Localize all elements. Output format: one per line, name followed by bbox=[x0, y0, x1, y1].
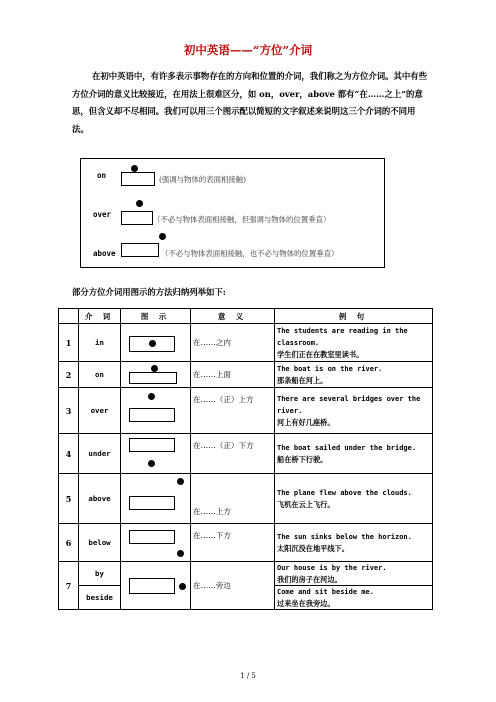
row-figure bbox=[121, 434, 191, 474]
example-zh: 飞机在云上飞行。 bbox=[277, 500, 335, 509]
table-row bbox=[59, 524, 433, 562]
box-icon bbox=[129, 496, 175, 510]
ball-icon bbox=[149, 340, 156, 347]
row-meaning: 在……旁边 bbox=[191, 562, 275, 610]
header-figure: 图 示 bbox=[121, 309, 191, 324]
table-row bbox=[59, 388, 433, 434]
diagram-over-note: （不必与物体表面相接触，但强调与物体的位置垂直） bbox=[153, 215, 331, 224]
example-en: The boat sailed under the bridge. bbox=[277, 444, 417, 452]
preposition-table bbox=[58, 308, 433, 610]
row-preposition: below bbox=[79, 524, 121, 562]
example-en: The sun sinks below the horizon. bbox=[277, 533, 412, 541]
table-row bbox=[59, 324, 433, 362]
ball-icon bbox=[131, 165, 138, 172]
box-icon bbox=[129, 530, 175, 544]
row-number: 1 bbox=[59, 324, 79, 362]
row-example bbox=[275, 324, 433, 362]
example-zh: 那条船在河上。 bbox=[277, 376, 328, 385]
row-number: 3 bbox=[59, 388, 79, 434]
example-zh: 太阳沉没在地平线下。 bbox=[277, 544, 349, 553]
example-zh: 船在桥下行驶。 bbox=[277, 455, 328, 464]
ball-icon bbox=[136, 200, 143, 207]
row-figure bbox=[121, 388, 191, 434]
header-blank bbox=[59, 309, 79, 324]
example-zh: 河上有好几座桥。 bbox=[277, 418, 335, 427]
preposition-diagram bbox=[80, 158, 385, 268]
ball-icon bbox=[177, 550, 184, 557]
table-header-row bbox=[59, 309, 433, 324]
header-meaning: 意 义 bbox=[191, 309, 275, 324]
page-number: 1 / 5 bbox=[240, 672, 256, 680]
row-figure bbox=[121, 474, 191, 524]
box-icon bbox=[129, 438, 175, 452]
row-example bbox=[275, 586, 433, 610]
ball-icon bbox=[151, 365, 158, 372]
ball-icon bbox=[148, 460, 155, 467]
row-example bbox=[275, 524, 433, 562]
box-icon bbox=[129, 578, 175, 594]
box-icon bbox=[129, 372, 177, 384]
row-meaning: 在……下方 bbox=[191, 524, 275, 562]
table-row bbox=[59, 562, 433, 586]
row-number: 4 bbox=[59, 434, 79, 474]
header-example: 例 句 bbox=[275, 309, 433, 324]
row-meaning: 在……之内 bbox=[191, 324, 275, 362]
box-icon bbox=[121, 243, 159, 257]
table-row bbox=[59, 474, 433, 524]
row-meaning: 在……（正）上方 bbox=[191, 388, 275, 434]
row-preposition: above bbox=[79, 474, 121, 524]
row-preposition: over bbox=[79, 388, 121, 434]
table-intro: 部分方位介词用图示的方法归纳列举如下: bbox=[72, 287, 226, 297]
row-preposition: in bbox=[79, 324, 121, 362]
example-en: The plane flew above the clouds. bbox=[277, 489, 412, 497]
row-figure bbox=[121, 524, 191, 562]
header-preposition: 介 词 bbox=[79, 309, 121, 324]
row-meaning: 在……上面 bbox=[191, 362, 275, 388]
example-en: Come and sit beside me. bbox=[277, 588, 374, 596]
row-number: 5 bbox=[59, 474, 79, 524]
row-example bbox=[275, 362, 433, 388]
row-example bbox=[275, 388, 433, 434]
row-meaning: 在……（正）下方 bbox=[191, 434, 275, 474]
row-number: 6 bbox=[59, 524, 79, 562]
example-en: There are several bridges over the river. bbox=[277, 395, 421, 415]
example-zh: 我们的房子在河边。 bbox=[277, 575, 342, 584]
diagram-above-label: above bbox=[93, 249, 116, 258]
ball-icon bbox=[159, 233, 166, 240]
example-en: Our house is by the river. bbox=[277, 564, 387, 572]
row-example bbox=[275, 562, 433, 586]
example-zh: 过来坐在我旁边。 bbox=[277, 599, 335, 608]
example-en: The students are reading in the classroom. bbox=[277, 327, 408, 347]
page-title: 初中英语——“方位”介词 bbox=[183, 43, 313, 57]
diagram-on-label: on bbox=[97, 171, 107, 180]
table-row bbox=[59, 434, 433, 474]
diagram-over-label: over bbox=[93, 210, 112, 219]
row-figure bbox=[121, 324, 191, 362]
ball-icon bbox=[177, 478, 184, 485]
box-icon bbox=[129, 408, 175, 422]
row-preposition-by: by bbox=[79, 562, 121, 586]
row-preposition: under bbox=[79, 434, 121, 474]
ball-icon bbox=[179, 583, 186, 590]
row-example bbox=[275, 434, 433, 474]
ball-icon bbox=[148, 393, 155, 400]
row-preposition: on bbox=[79, 362, 121, 388]
intro-paragraph: 在初中英语中，有许多表示事物存在的方向和位置的介词，我们称之为方位介词。其中有些方位介词的意义比较接近，在用法上很难区分，如 on，over，above 都有“在……之上”的意思，但含义却不尽相同。我们可以用三个图示配以简短的文字叙述来说明这三个介词的不同用法。 bbox=[72, 71, 427, 134]
row-meaning: 在……上方 bbox=[191, 474, 275, 524]
table-row bbox=[59, 362, 433, 388]
row-example bbox=[275, 474, 433, 524]
row-figure bbox=[121, 362, 191, 388]
diagram-above-note: （不必与物体表面相接触，也不必与物体的位置垂直） bbox=[161, 249, 339, 258]
row-number: 7 bbox=[59, 562, 79, 610]
example-en: The boat is on the river. bbox=[277, 365, 383, 373]
row-figure bbox=[121, 562, 191, 610]
row-preposition-beside: beside bbox=[79, 586, 121, 610]
row-number: 2 bbox=[59, 362, 79, 388]
example-zh: 学生们正在在教室里读书。 bbox=[277, 350, 364, 359]
box-icon bbox=[121, 211, 153, 225]
box-icon bbox=[121, 172, 155, 186]
diagram-on-note: (强调与物体的表面相接触) bbox=[159, 175, 247, 184]
